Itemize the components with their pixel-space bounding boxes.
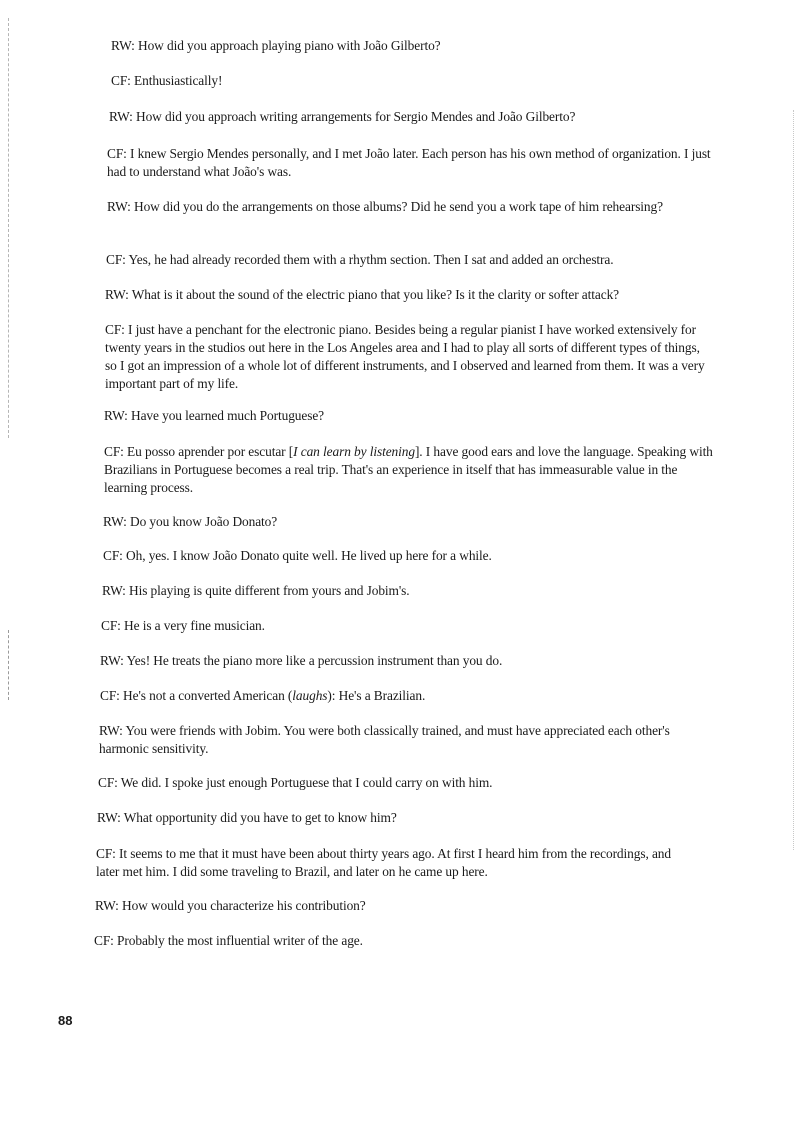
interview-paragraph: RW: What is it about the sound of the electric piano that you like? Is it the clarity or softer attack? <box>105 287 620 302</box>
interview-paragraph: RW: Have you learned much Portuguese? <box>104 408 325 423</box>
interview-paragraph: RW: How did you do the arrangements on those albums? Did he send you a work tape of him rehearsing? <box>107 199 663 214</box>
paragraph-text: CF: Eu posso aprender por escutar [ <box>104 444 294 459</box>
interview-paragraph: CF: Yes, he had already recorded them with a rhythm section. Then I sat and added an orchestra. <box>106 252 614 267</box>
paragraph-text: CF: He's not a converted American ( <box>100 688 293 703</box>
interview-paragraph: CF: Oh, yes. I know João Donato quite well. He lived up here for a while. <box>103 548 492 563</box>
interview-paragraph: CF: It seems to me that it must have been about thirty years ago. At first I heard him from the recordings, and later met him. I did some traveling to Brazil, and later on he came up here. <box>96 846 671 879</box>
interview-paragraph: CF: Probably the most influential writer of the age. <box>94 933 363 948</box>
scan-edge-mark <box>793 110 796 850</box>
interview-paragraph: RW: You were friends with Jobim. You were both classically trained, and must have appreciated each other's harmonic sensitivity. <box>99 723 670 756</box>
interview-paragraph: RW: How did you approach writing arrangements for Sergio Mendes and João Gilberto? <box>109 109 576 124</box>
interview-paragraph: RW: His playing is quite different from yours and Jobim's. <box>102 583 410 598</box>
interview-paragraph: CF: We did. I spoke just enough Portuguese that I could carry on with him. <box>98 775 493 790</box>
interview-paragraph: CF: Enthusiastically! <box>111 73 223 88</box>
interview-paragraph: RW: What opportunity did you have to get to know him? <box>97 810 397 825</box>
paragraph-text: ): He's a Brazilian. <box>327 688 426 703</box>
stage-direction-italic: laughs <box>292 688 328 703</box>
paragraph-text: ]. I have good ears and love the language. Speaking with Brazilians in Portuguese becomes a real trip. That's an experience in itself that has immeasurable value in the learning process. <box>104 444 713 495</box>
interview-paragraph: CF: I knew Sergio Mendes personally, and I met João later. Each person has his own method of organization. I just had to understand what João's was. <box>107 146 711 179</box>
interview-paragraph: CF: He is a very fine musician. <box>101 618 265 633</box>
interview-paragraph: RW: How would you characterize his contribution? <box>95 898 366 913</box>
interview-paragraph: RW: Yes! He treats the piano more like a percussion instrument than you do. <box>100 653 503 668</box>
scan-edge-mark <box>8 630 11 700</box>
translation-italic: I can learn by listening <box>293 444 415 459</box>
interview-paragraph: CF: I just have a penchant for the electronic piano. Besides being a regular pianist I have worked extensively for twenty years in the studios out here in the Los Angeles area and I had to play all sorts of different types of things, so I got an impression of a whole lot of different instruments, and I observed and learned from them. It was a very important part of my life. <box>105 322 705 391</box>
interview-paragraph: RW: How did you approach playing piano with João Gilberto? <box>111 38 441 53</box>
interview-paragraph <box>100 687 740 705</box>
page-number: 88 <box>58 1013 73 1028</box>
interview-paragraph <box>104 443 714 497</box>
scan-edge-mark <box>8 18 11 438</box>
interview-paragraph: RW: Do you know João Donato? <box>103 514 278 529</box>
